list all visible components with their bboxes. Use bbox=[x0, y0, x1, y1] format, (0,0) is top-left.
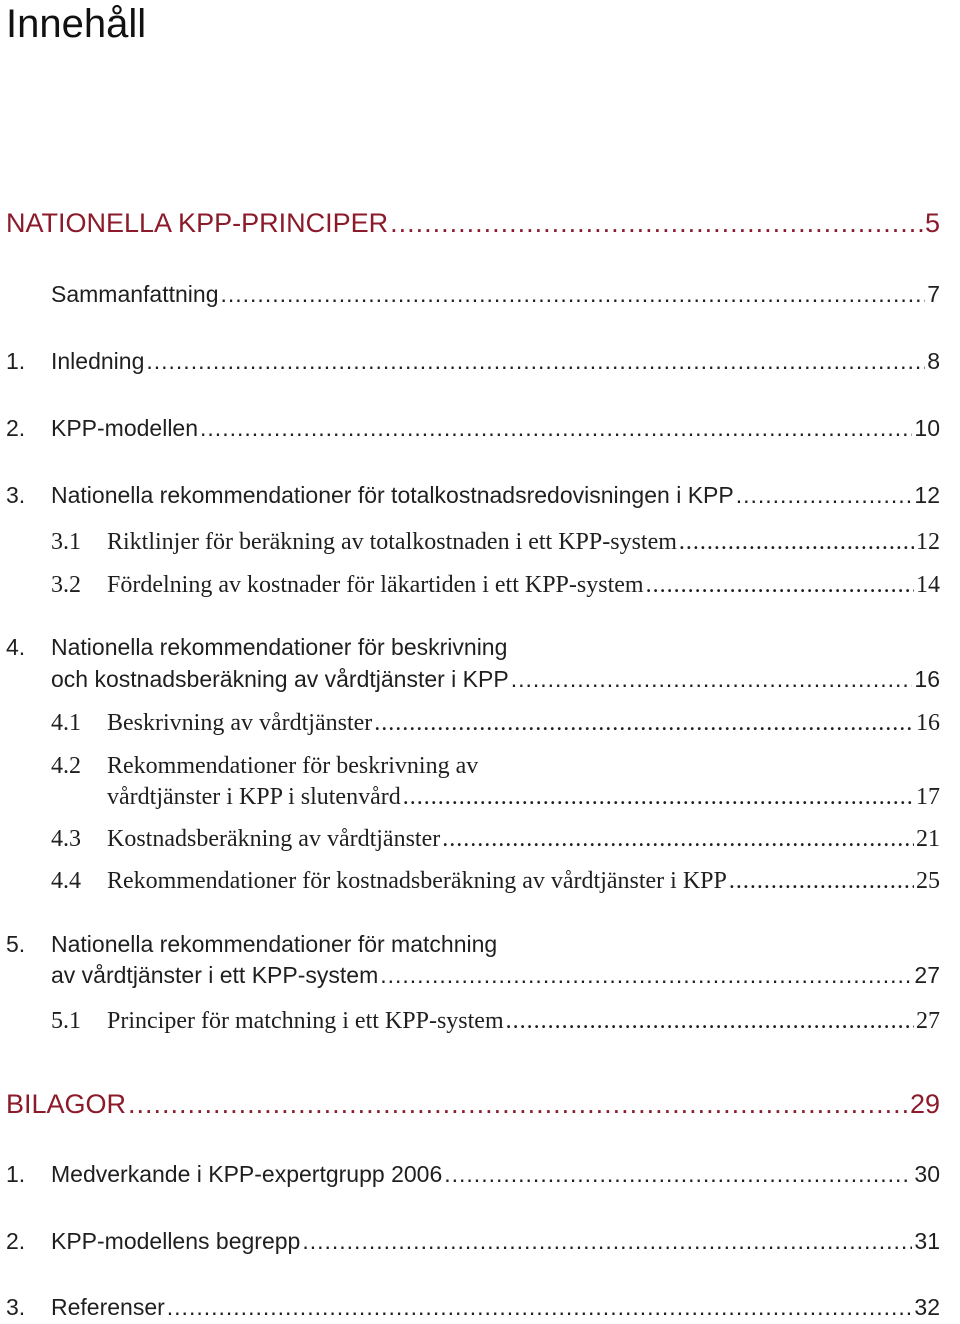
toc-entry-title: Sammanfattning bbox=[51, 281, 219, 307]
toc-entry-kpp-modellen[interactable] bbox=[6, 411, 940, 445]
toc-page-number: 16 bbox=[916, 710, 940, 736]
toc-entry-number: 4. bbox=[6, 634, 26, 660]
toc-entry-title: Riktlinjer för beräkning av totalkostnaden i ett KPP-system bbox=[107, 529, 677, 555]
toc-subentry-5-1[interactable] bbox=[51, 1004, 940, 1038]
toc-page-number: 21 bbox=[916, 826, 940, 852]
toc-leader bbox=[200, 411, 912, 445]
toc-entry-title: KPP-modellen bbox=[51, 415, 199, 441]
toc-entry-5-line1[interactable] bbox=[6, 927, 497, 961]
toc-entry-medverkande[interactable] bbox=[6, 1157, 940, 1191]
toc-leader bbox=[729, 864, 914, 898]
toc-entry-number: 3.1 bbox=[51, 529, 81, 555]
toc-entry-begrepp[interactable] bbox=[6, 1224, 940, 1258]
toc-leader bbox=[146, 344, 925, 378]
toc-entry-4-line2[interactable] bbox=[51, 662, 940, 696]
toc-entry-number: 4.4 bbox=[51, 868, 81, 894]
toc-entry-number: 3. bbox=[6, 482, 26, 508]
toc-entry-totalkostnadsredovisning[interactable] bbox=[6, 478, 940, 512]
toc-page-number: 25 bbox=[916, 868, 940, 894]
toc-entry-number: 5. bbox=[6, 931, 26, 957]
toc-section-nationella-kpp-principer[interactable] bbox=[6, 206, 940, 240]
toc-entry-title-cont: och kostnadsberäkning av vårdtjänster i KPP bbox=[51, 666, 509, 692]
toc-entry-number: 3. bbox=[6, 1294, 26, 1320]
toc-entry-title-cont: av vårdtjänster i ett KPP-system bbox=[51, 962, 379, 988]
toc-leader bbox=[220, 277, 925, 311]
toc-entry-title: Fördelning av kostnader för läkartiden i ett KPP-system bbox=[107, 572, 644, 598]
toc-entry-sammanfattning[interactable] bbox=[51, 277, 940, 311]
toc-entry-title-cont: vårdtjänster i KPP i slutenvård bbox=[107, 784, 401, 810]
toc-page-number: 17 bbox=[916, 784, 940, 810]
toc-entry-title: Inledning bbox=[51, 348, 145, 374]
toc-subentry-4-2-line1[interactable] bbox=[51, 749, 478, 783]
toc-entry-inledning[interactable] bbox=[6, 344, 940, 378]
toc-subentry-4-4[interactable] bbox=[51, 864, 940, 898]
toc-page-number: 27 bbox=[916, 1008, 940, 1034]
toc-page-number: 32 bbox=[914, 1294, 940, 1320]
toc-leader bbox=[374, 706, 914, 740]
toc-entry-number: 1. bbox=[6, 1161, 26, 1187]
toc-entry-referenser[interactable] bbox=[6, 1290, 940, 1324]
toc-page-number: 12 bbox=[916, 529, 940, 555]
toc-leader bbox=[646, 568, 914, 602]
toc-leader bbox=[302, 1224, 912, 1258]
toc-page-number: 10 bbox=[914, 415, 940, 441]
toc-section-title: NATIONELLA KPP-PRINCIPER bbox=[6, 208, 389, 238]
toc-entry-number: 4.3 bbox=[51, 826, 81, 852]
toc-subentry-4-3[interactable] bbox=[51, 822, 940, 856]
toc-leader bbox=[679, 525, 914, 559]
toc-section-title: BILAGOR bbox=[6, 1089, 127, 1119]
toc-entry-number: 5.1 bbox=[51, 1008, 81, 1034]
toc-entry-number: 3.2 bbox=[51, 572, 81, 598]
toc-entry-title: Referenser bbox=[51, 1294, 165, 1320]
toc-entry-title: Nationella rekommendationer för matchning bbox=[51, 931, 498, 957]
toc-entry-title: KPP-modellens begrepp bbox=[51, 1228, 301, 1254]
toc-page-number: 7 bbox=[927, 281, 940, 307]
toc-page-number: 30 bbox=[914, 1161, 940, 1187]
toc-leader bbox=[380, 958, 912, 992]
toc-leader bbox=[167, 1290, 913, 1324]
toc-subentry-4-1[interactable] bbox=[51, 706, 940, 740]
toc-leader bbox=[511, 662, 913, 696]
toc-entry-5-line2[interactable] bbox=[51, 958, 940, 992]
toc-leader bbox=[736, 478, 913, 512]
toc-leader bbox=[506, 1004, 914, 1038]
toc-page-number: 16 bbox=[914, 666, 940, 692]
toc-leader bbox=[128, 1087, 908, 1121]
toc-section-bilagor[interactable] bbox=[6, 1087, 940, 1121]
toc-leader bbox=[390, 206, 923, 240]
toc-entry-number: 4.1 bbox=[51, 710, 81, 736]
toc-entry-title: Rekommendationer för beskrivning av bbox=[107, 753, 479, 779]
page-title: Innehåll bbox=[6, 2, 147, 46]
toc-entry-number: 2. bbox=[6, 1228, 26, 1254]
toc-leader bbox=[403, 780, 914, 814]
toc-subentry-3-2[interactable] bbox=[51, 568, 940, 602]
toc-entry-title: Kostnadsberäkning av vårdtjänster bbox=[107, 826, 441, 852]
toc-page-number: 8 bbox=[927, 348, 940, 374]
toc-entry-title: Principer för matchning i ett KPP-system bbox=[107, 1008, 504, 1034]
toc-page-number: 31 bbox=[914, 1228, 940, 1254]
toc-page-number: 29 bbox=[909, 1089, 940, 1119]
toc-entry-title: Nationella rekommendationer för totalkostnadsredovisningen i KPP bbox=[51, 482, 734, 508]
toc-page-number: 27 bbox=[914, 962, 940, 988]
toc-subentry-4-2-line2[interactable] bbox=[107, 780, 940, 814]
toc-subentry-3-1[interactable] bbox=[51, 525, 940, 559]
toc-entry-title: Rekommendationer för kostnadsberäkning av vårdtjänster i KPP bbox=[107, 868, 727, 894]
toc-page-number: 14 bbox=[916, 572, 940, 598]
toc-entry-4-line1[interactable] bbox=[6, 630, 507, 664]
toc-page-number: 5 bbox=[924, 208, 940, 238]
toc-entry-number: 4.2 bbox=[51, 753, 81, 779]
toc-leader bbox=[442, 822, 914, 856]
toc-leader bbox=[444, 1157, 912, 1191]
toc-entry-number: 2. bbox=[6, 415, 26, 441]
toc-page-number: 12 bbox=[914, 482, 940, 508]
toc-entry-title: Beskrivning av vårdtjänster bbox=[107, 710, 373, 736]
toc-entry-number: 1. bbox=[6, 348, 26, 374]
toc-entry-title: Medverkande i KPP-expertgrupp 2006 bbox=[51, 1161, 443, 1187]
toc-entry-title: Nationella rekommendationer för beskrivning bbox=[51, 634, 508, 660]
